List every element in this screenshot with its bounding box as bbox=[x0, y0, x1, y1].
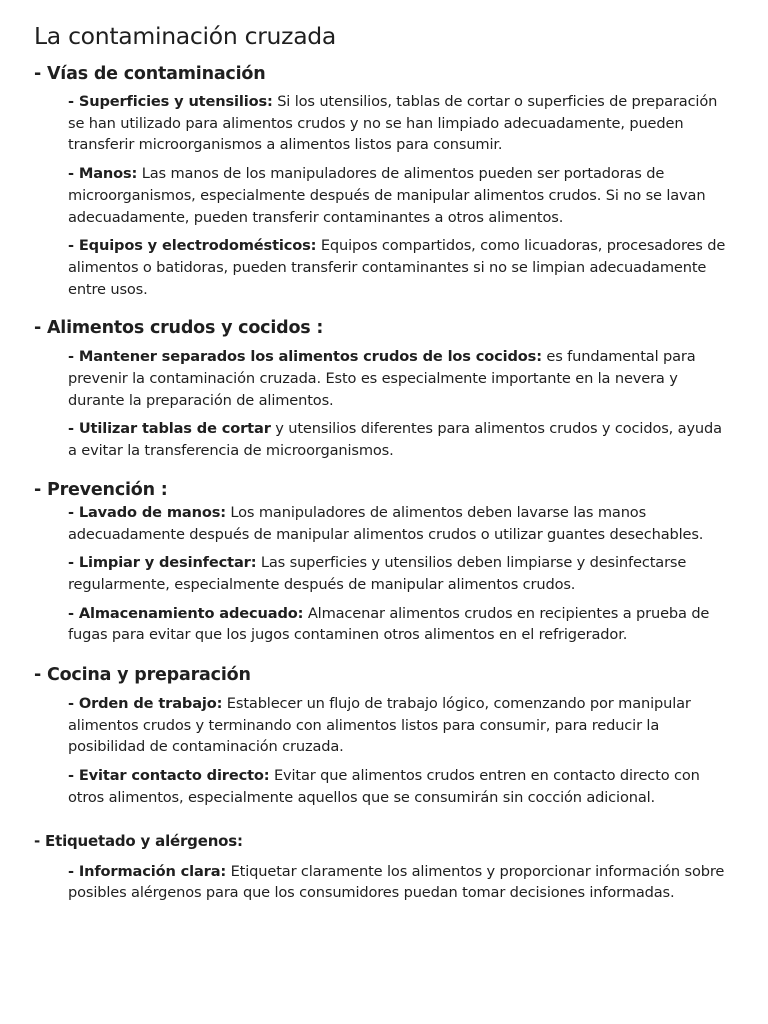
item-text: y utensilios diferentes para alimentos crudos y cocidos, ayuda a evitar la transferencia de microorganismos. bbox=[68, 420, 722, 460]
item-text: Evitar que alimentos crudos entren en contacto directo con otros alimentos, especialmente aquellos que se consumirán sin cocción adicional. bbox=[68, 767, 700, 806]
section-cocina-y-preparacion bbox=[34, 663, 768, 809]
section-prevencion bbox=[34, 478, 768, 646]
section-alimentos-crudos-y-cocidos bbox=[34, 316, 768, 462]
list-item bbox=[68, 235, 728, 300]
item-label: - Evitar contacto directo: bbox=[68, 767, 270, 785]
list-item bbox=[68, 552, 728, 595]
item-list bbox=[34, 693, 768, 809]
item-label: - Equipos y electrodomésticos: bbox=[68, 237, 317, 255]
item-label: - Almacenamiento adecuado: bbox=[68, 604, 304, 622]
list-item bbox=[68, 765, 728, 808]
list-item bbox=[68, 163, 728, 228]
section-heading: - Etiquetado y alérgenos: bbox=[34, 831, 243, 850]
list-item bbox=[68, 603, 728, 646]
list-item bbox=[68, 861, 728, 904]
item-list bbox=[34, 502, 768, 646]
item-text: Las manos de los manipuladores de alimentos pueden ser portadoras de microorganismos, especialmente después de manipular alimentos crudos. Si no se lavan adecuadamente, pueden transferir contaminantes a otros alimentos. bbox=[68, 165, 706, 226]
item-text: Equipos compartidos, como licuadoras, procesadores de alimentos o batidoras, pueden transferir contaminantes si no se limpian adecuadamente entre usos. bbox=[68, 237, 726, 298]
item-list bbox=[34, 346, 768, 462]
section-heading: - Alimentos crudos y cocidos : bbox=[34, 318, 324, 339]
item-label: - Mantener separados los alimentos crudos de los cocidos: bbox=[68, 348, 542, 366]
list-item bbox=[68, 346, 728, 411]
list-item bbox=[68, 502, 728, 545]
item-text: es fundamental para prevenir la contaminación cruzada. Esto es especialmente importante en la nevera y durante la preparación de alimentos. bbox=[68, 348, 696, 409]
section-heading: - Vías de contaminación bbox=[34, 64, 266, 84]
section-heading: - Prevención : bbox=[34, 479, 168, 500]
list-item bbox=[68, 693, 728, 758]
item-text: Etiquetar claramente los alimentos y proporcionar información sobre posibles alérgenos para que los consumidores puedan tomar decisiones informadas. bbox=[68, 862, 725, 902]
page-title: La contaminación cruzada bbox=[34, 22, 337, 50]
item-label: - Utilizar tablas de cortar bbox=[68, 420, 271, 438]
item-label: - Manos: bbox=[68, 165, 138, 183]
list-item bbox=[68, 418, 728, 461]
item-label: - Limpiar y desinfectar: bbox=[68, 554, 257, 572]
item-text: Los manipuladores de alimentos deben lavarse las manos adecuadamente después de manipular alimentos crudos o utilizar guantes desechables. bbox=[68, 503, 704, 543]
item-list bbox=[34, 91, 768, 300]
item-text: Establecer un flujo de trabajo lógico, comenzando por manipular alimentos crudos y terminando con alimentos listos para consumir, para reducir la posibilidad de contaminación cruzada. bbox=[68, 695, 691, 756]
section-vias-de-contaminacion bbox=[34, 62, 768, 300]
item-label: - Información clara: bbox=[68, 862, 227, 880]
section-etiquetado-y-alergenos bbox=[34, 829, 768, 904]
section-heading: - Cocina y preparación bbox=[34, 665, 251, 686]
item-text: Las superficies y utensilios deben limpiarse y desinfectarse regularmente, especialmente después de manipular alimentos crudos. bbox=[68, 554, 687, 593]
list-item bbox=[68, 91, 728, 156]
item-label: - Orden de trabajo: bbox=[68, 695, 223, 713]
item-list bbox=[34, 861, 768, 904]
item-text: Almacenar alimentos crudos en recipientes a prueba de fugas para evitar que los jugos contaminen otros alimentos en el refrigerador. bbox=[68, 604, 710, 644]
item-label: - Superficies y utensilios: bbox=[68, 93, 273, 110]
item-label: - Lavado de manos: bbox=[68, 503, 226, 521]
item-text: Si los utensilios, tablas de cortar o superficies de preparación se han utilizado para alimentos crudos y no se han limpiado adecuadamente, pueden transferir microorganismos a alimentos listos para consumir. bbox=[68, 93, 718, 154]
